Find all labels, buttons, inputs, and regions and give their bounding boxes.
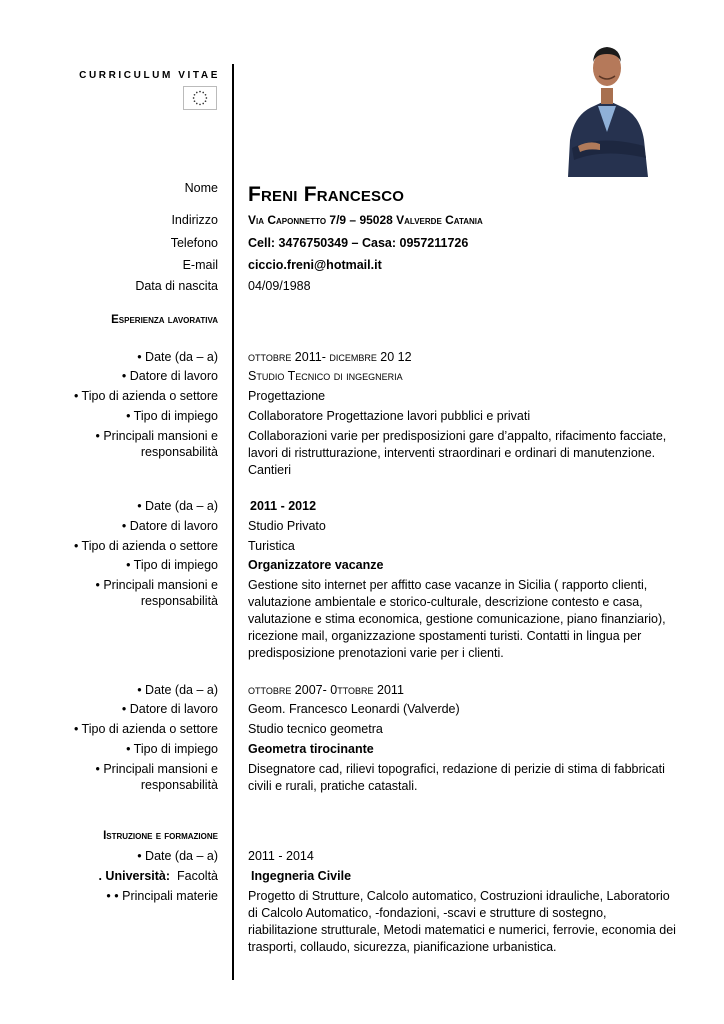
job-sector-label: • Tipo di azienda o settore xyxy=(73,389,218,403)
job-employer: Studio Tecnico di ingegneria xyxy=(248,369,403,383)
job-sector: Progettazione xyxy=(248,389,326,403)
job-dates-label: • Date (da – a) xyxy=(137,683,218,697)
birth-label: Data di nascita xyxy=(135,279,218,293)
email-value: ciccio.freni@hotmail.it xyxy=(248,258,382,272)
job-duties-label: • Principali mansioni e xyxy=(95,429,218,443)
job-type-label: • Tipo di impiego xyxy=(126,742,218,756)
edu-subjects: Progetto di Strutture, Calcolo automatico, Costruzioni idrauliche, Laboratorio di Calcolo Automatico, -fondazioni, -scavi e strutture di sostegno, riabilitazione strutturale, Metodi matematici e numerici, ferrovie, economia dei trasporti, collaudo, sicurezza, pianificazione urbanistica. xyxy=(248,889,676,954)
job-duties-label-2: responsabilità xyxy=(140,594,218,608)
phone-value: Cell: 3476750349 – Casa: 0957211726 xyxy=(248,236,469,250)
job-duties: Disegnatore cad, rilievi topografici, redazione di perizie di stima di fabbricati civili e rurali, pratiche catastali. xyxy=(248,762,665,793)
name-label: Nome xyxy=(184,181,218,195)
edu-dates: 2011 - 2014 xyxy=(248,849,314,863)
job-type: Collaboratore Progettazione lavori pubblici e privati xyxy=(248,409,531,423)
job-type-label: • Tipo di impiego xyxy=(126,558,218,572)
education-section-title: Istruzione e formazione xyxy=(103,830,218,842)
job-sector: Studio tecnico geometra xyxy=(248,722,383,736)
job-dates-label: • Date (da – a) xyxy=(137,350,218,364)
job-type-label: • Tipo di impiego xyxy=(126,409,218,423)
job-duties: Gestione sito internet per affitto case vacanze in Sicilia ( rapporto clienti, valutazione ambientale e storico-culturale, descrizione contesto e casa, valutazione e stima economica, gestione comunicazione, piano finanziario), ricezione mail, organizzazione spostamenti turisti. Contatti in lingua per predisposizione prenotazioni varie per i clienti. xyxy=(248,578,666,660)
job-sector: Turistica xyxy=(248,539,295,553)
job-type: Geometra tirocinante xyxy=(248,742,374,756)
address-label: Indirizzo xyxy=(171,213,218,227)
birth-value: 04/09/1988 xyxy=(248,279,311,293)
email-label: E-mail xyxy=(182,258,218,272)
job-employer-label: • Datore di lavoro xyxy=(121,702,218,716)
phone-label: Telefono xyxy=(170,236,218,250)
vertical-divider xyxy=(232,64,234,980)
profile-photo xyxy=(560,30,654,177)
job-dates: ottobre 2011- dicembre 20 12 xyxy=(248,350,412,364)
cv-header-title: CURRICULUM VITAE xyxy=(79,70,220,81)
edu-dates-label: • Date (da – a) xyxy=(137,849,218,863)
job-employer-label: • Datore di lavoro xyxy=(121,369,218,383)
job-employer: Geom. Francesco Leonardi (Valverde) xyxy=(248,702,460,716)
job-duties-label-2: responsabilità xyxy=(140,445,218,459)
job-duties-label: • Principali mansioni e xyxy=(95,762,218,776)
job-dates: 2011 - 2012 xyxy=(250,499,317,513)
edu-university-label xyxy=(98,868,218,885)
job-employer: Studio Privato xyxy=(248,519,326,533)
job-sector-label: • Tipo di azienda o settore xyxy=(73,722,218,736)
eu-flag-icon xyxy=(183,86,217,110)
edu-subjects-label: • • Principali materie xyxy=(106,889,218,903)
job-duties-label: • Principali mansioni e xyxy=(95,578,218,592)
job-type: Organizzatore vacanze xyxy=(248,558,384,572)
job-dates: ottobre 2007- 0ttobre 2011 xyxy=(248,683,404,697)
job-sector-label: • Tipo di azienda o settore xyxy=(73,539,218,553)
edu-faculty: Ingegneria Civile xyxy=(251,869,352,883)
job-employer-label: • Datore di lavoro xyxy=(121,519,218,533)
university-label: . Università: xyxy=(98,869,171,883)
job-duties: Collaborazioni varie per predisposizioni gare d’appalto, rifacimento facciate, lavori di ristrutturazione, interventi straordinari e ordinari di manutenzione. Cantieri xyxy=(248,429,667,477)
address-value: Via Caponnetto 7/9 – 95028 Valverde Catania xyxy=(248,213,483,227)
job-dates-label: • Date (da – a) xyxy=(137,499,218,513)
faculty-label: Facoltà xyxy=(177,869,218,883)
experience-section-title: Esperienza lavorativa xyxy=(111,314,218,326)
job-duties-label-2: responsabilità xyxy=(140,778,218,792)
person-name: Freni Francesco xyxy=(248,183,405,206)
